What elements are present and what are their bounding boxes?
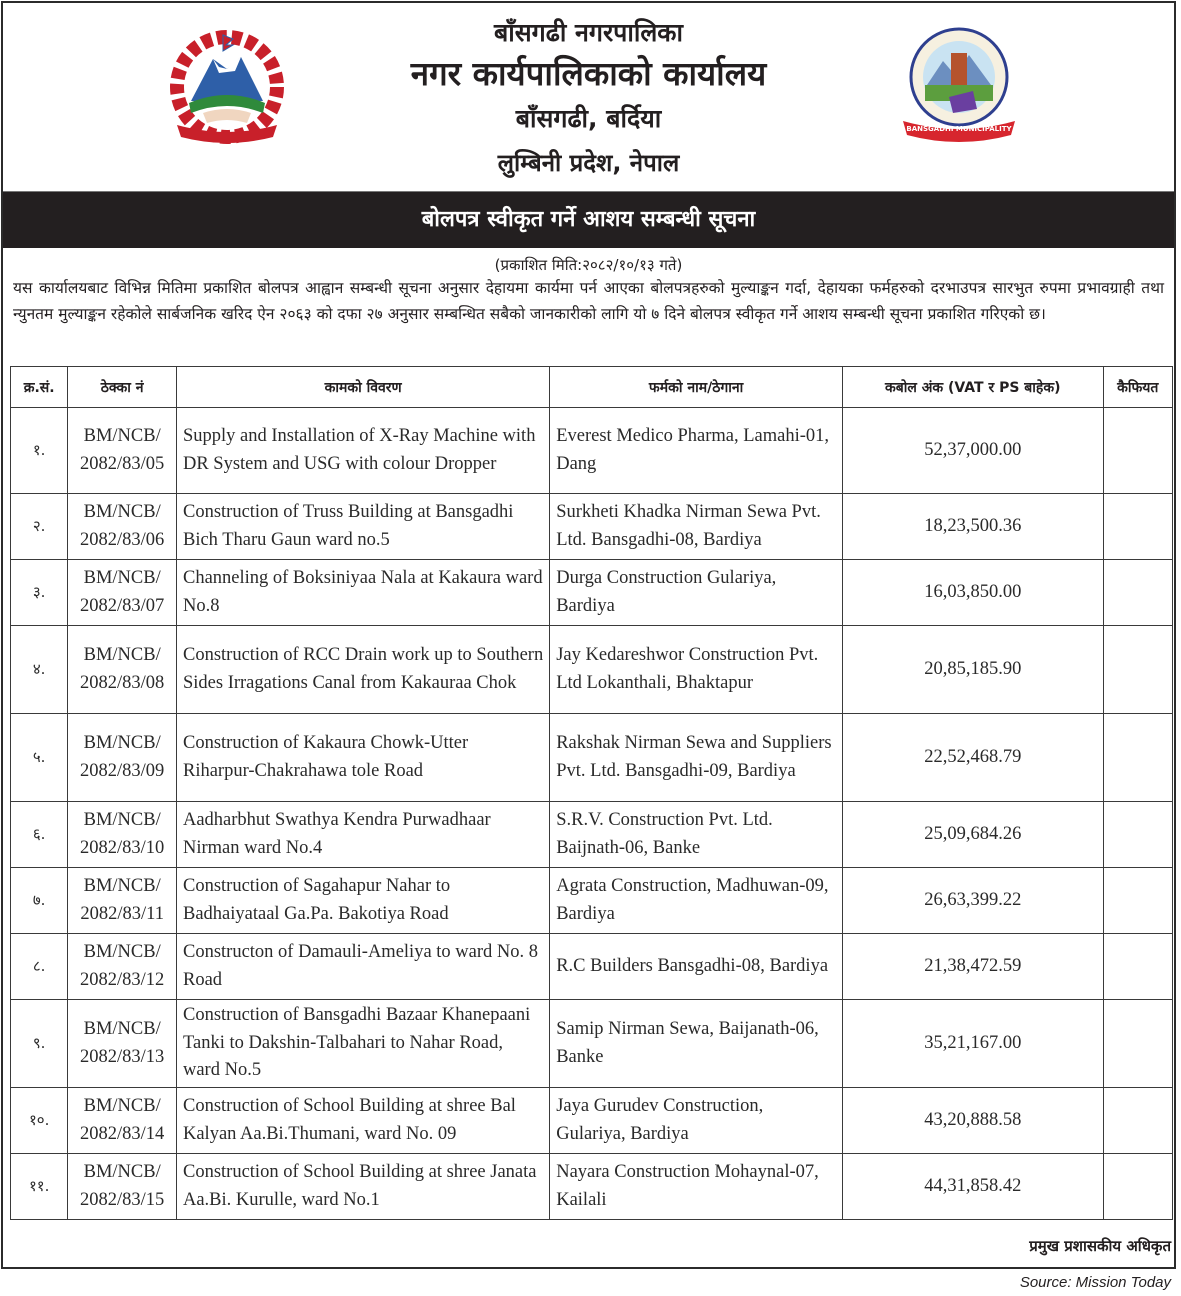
table-header-row xyxy=(11,367,1173,408)
table-row xyxy=(11,626,1173,714)
amount-cell: 43,20,888.58 xyxy=(842,1088,1103,1154)
remarks-cell xyxy=(1103,1000,1172,1088)
firm-cell: Rakshak Nirman Sewa and Suppliers Pvt. Ltd. Bansgadhi-09, Bardiya xyxy=(550,714,843,802)
remarks-cell xyxy=(1103,1154,1172,1220)
contract-no-cell: BM/NCB/ 2082/83/05 xyxy=(68,408,177,494)
table-row xyxy=(11,1088,1173,1154)
amount-cell: 26,63,399.22 xyxy=(842,868,1103,934)
remarks-cell xyxy=(1103,714,1172,802)
amount-cell: 25,09,684.26 xyxy=(842,802,1103,868)
remarks-cell xyxy=(1103,802,1172,868)
serial-cell: १०. xyxy=(11,1088,68,1154)
contract-no-cell: BM/NCB/ 2082/83/06 xyxy=(68,494,177,560)
svg-text:BANSGADHI MUNICIPALITY: BANSGADHI MUNICIPALITY xyxy=(906,125,1012,133)
col-header-firm: फर्मको नाम/ठेगाना xyxy=(550,367,843,408)
serial-cell: ११. xyxy=(11,1154,68,1220)
description-cell: Aadharbhut Swathya Kendra Purwadhaar Nirman ward No.4 xyxy=(176,802,549,868)
firm-cell: Jaya Gurudev Construction, Gulariya, Bardiya xyxy=(550,1088,843,1154)
table-row xyxy=(11,1000,1173,1088)
contract-no-cell: BM/NCB/ 2082/83/14 xyxy=(68,1088,177,1154)
signatory-title: प्रमुख प्रशासकीय अधिकृत xyxy=(1029,1237,1171,1255)
firm-cell: Agrata Construction, Madhuwan-09, Bardiya xyxy=(550,868,843,934)
table-row xyxy=(11,560,1173,626)
amount-cell: 35,21,167.00 xyxy=(842,1000,1103,1088)
contract-no-cell: BM/NCB/ 2082/83/08 xyxy=(68,626,177,714)
published-date: (प्रकाशित मिति:२०८२/१०/१३ गते) xyxy=(494,256,683,274)
col-header-contract-no: ठेक्का नं xyxy=(68,367,177,408)
firm-cell: Surkheti Khadka Nirman Sewa Pvt. Ltd. Bansgadhi-08, Bardiya xyxy=(550,494,843,560)
table-row xyxy=(11,802,1173,868)
contract-no-cell: BM/NCB/ 2082/83/09 xyxy=(68,714,177,802)
col-header-remarks: कैफियत xyxy=(1103,367,1172,408)
notice-title-banner: बोलपत्र स्वीकृत गर्ने आशय सम्बन्धी सूचना xyxy=(3,192,1174,248)
table-row xyxy=(11,934,1173,1000)
description-cell: Construction of Kakaura Chowk-Utter Riharpur-Chakrahawa tole Road xyxy=(176,714,549,802)
col-header-serial: क्र.सं. xyxy=(11,367,68,408)
description-cell: Construction of School Building at shree Bal Kalyan Aa.Bi.Thumani, ward No. 09 xyxy=(176,1088,549,1154)
firm-cell: Everest Medico Pharma, Lamahi-01, Dang xyxy=(550,408,843,494)
table-row xyxy=(11,1154,1173,1220)
contract-no-cell: BM/NCB/ 2082/83/15 xyxy=(68,1154,177,1220)
municipality-name: बाँसगढी नगरपालिका xyxy=(494,18,683,47)
amount-cell: 52,37,000.00 xyxy=(842,408,1103,494)
contract-no-cell: BM/NCB/ 2082/83/12 xyxy=(68,934,177,1000)
contract-no-cell: BM/NCB/ 2082/83/13 xyxy=(68,1000,177,1088)
firm-cell: R.C Builders Bansgadhi-08, Bardiya xyxy=(550,934,843,1000)
serial-cell: ९. xyxy=(11,1000,68,1088)
source-credit: Source: Mission Today xyxy=(1019,1274,1171,1291)
remarks-cell xyxy=(1103,868,1172,934)
office-name: नगर कार्यपालिकाको कार्यालय xyxy=(410,54,767,93)
amount-cell: 18,23,500.36 xyxy=(842,494,1103,560)
firm-cell: Samip Nirman Sewa, Baijanath-06, Banke xyxy=(550,1000,843,1088)
notice-body: यस कार्यालयबाट विभिन्न मितिमा प्रकाशित बोलपत्र आह्वान सम्बन्धी सूचना अनुसार देहायमा कार्यमा पर्न आएका बोलपत्रहरुको मुल्याङ्कन गर्दा, देहायका फर्महरुको दरभाउपत्र सारभुत रुपमा प्रभावग्राही तथा न्युनतम मुल्याङ्कन रहेकोले सार्बजनिक खरिद ऐन २०६३ को दफा २७ अनुसार सम्बन्धित सबैको जानकारीको लागि यो ७ दिने बोलपत्र स्वीकृत गर्ने आशय सम्बन्धी सूचना प्रकाशित गरिएको छ। xyxy=(13,279,1164,323)
province-country: लुम्बिनी प्रदेश, नेपाल xyxy=(497,149,680,177)
serial-cell: ५. xyxy=(11,714,68,802)
serial-cell: ६. xyxy=(11,802,68,868)
bid-acceptance-table xyxy=(10,366,1173,1220)
remarks-cell xyxy=(1103,560,1172,626)
remarks-cell xyxy=(1103,626,1172,714)
firm-cell: S.R.V. Construction Pvt. Ltd. Baijnath-06, Banke xyxy=(550,802,843,868)
serial-cell: ४. xyxy=(11,626,68,714)
table-row xyxy=(11,868,1173,934)
remarks-cell xyxy=(1103,494,1172,560)
remarks-cell xyxy=(1103,408,1172,494)
firm-cell: Durga Construction Gulariya, Bardiya xyxy=(550,560,843,626)
description-cell: Construction of Sagahapur Nahar to Badhaiyataal Ga.Pa. Bakotiya Road xyxy=(176,868,549,934)
description-cell: Channeling of Boksiniyaa Nala at Kakaura ward No.8 xyxy=(176,560,549,626)
office-location: बाँसगढी, बर्दिया xyxy=(515,104,662,133)
amount-cell: 22,52,468.79 xyxy=(842,714,1103,802)
serial-cell: ३. xyxy=(11,560,68,626)
description-cell: Construction of School Building at shree Janata Aa.Bi. Kurulle, ward No.1 xyxy=(176,1154,549,1220)
amount-cell: 21,38,472.59 xyxy=(842,934,1103,1000)
serial-cell: १. xyxy=(11,408,68,494)
municipality-logo-icon xyxy=(897,25,1021,143)
firm-cell: Jay Kedareshwor Construction Pvt. Ltd Lokanthali, Bhaktapur xyxy=(550,626,843,714)
description-cell: Construction of RCC Drain work up to Southern Sides Irragations Canal from Kakauraa Chok xyxy=(176,626,549,714)
table-row xyxy=(11,494,1173,560)
contract-no-cell: BM/NCB/ 2082/83/11 xyxy=(68,868,177,934)
description-cell: Supply and Installation of X-Ray Machine with DR System and USG with colour Dropper xyxy=(176,408,549,494)
description-cell: Construction of Truss Building at Bansgadhi Bich Tharu Gaun ward no.5 xyxy=(176,494,549,560)
contract-no-cell: BM/NCB/ 2082/83/10 xyxy=(68,802,177,868)
amount-cell: 20,85,185.90 xyxy=(842,626,1103,714)
description-cell: Construction of Bansgadhi Bazaar Khanepaani Tanki to Dakshin-Talbahari to Nahar Road, ward No.5 xyxy=(176,1000,549,1088)
remarks-cell xyxy=(1103,934,1172,1000)
description-cell: Constructon of Damauli-Ameliya to ward No. 8 Road xyxy=(176,934,549,1000)
remarks-cell xyxy=(1103,1088,1172,1154)
serial-cell: ७. xyxy=(11,868,68,934)
firm-cell: Nayara Construction Mohaynal-07, Kailali xyxy=(550,1154,843,1220)
table-row xyxy=(11,714,1173,802)
amount-cell: 16,03,850.00 xyxy=(842,560,1103,626)
notice-header xyxy=(3,3,1174,192)
serial-cell: २. xyxy=(11,494,68,560)
table-row xyxy=(11,408,1173,494)
serial-cell: ८. xyxy=(11,934,68,1000)
col-header-description: कामको विवरण xyxy=(176,367,549,408)
col-header-amount: कबोल अंक (VAT र PS बाहेक) xyxy=(842,367,1103,408)
contract-no-cell: BM/NCB/ 2082/83/07 xyxy=(68,560,177,626)
amount-cell: 44,31,858.42 xyxy=(842,1154,1103,1220)
